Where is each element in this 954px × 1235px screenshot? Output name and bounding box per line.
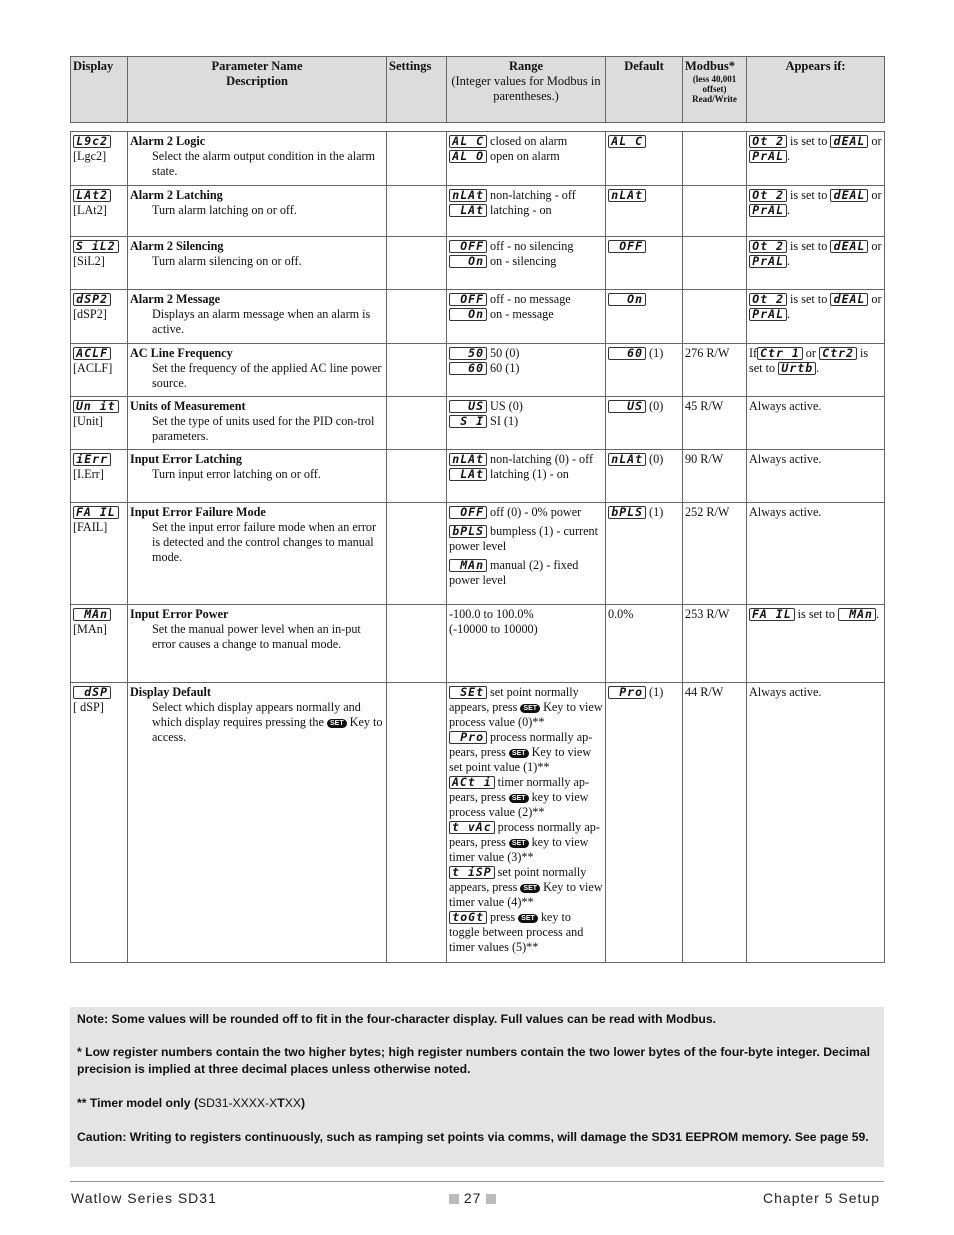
footer-right: Chapter 5 Setup (763, 1190, 880, 1206)
lcd-display: L9c2 (73, 135, 111, 148)
appears-text: is set to (790, 134, 828, 148)
table-row (71, 683, 885, 963)
settings-cell (387, 450, 447, 503)
range-text: off - no silencing (490, 239, 574, 253)
lcd-appears: Ot 2 (749, 293, 787, 306)
appears-text: Always active. (747, 503, 885, 605)
lcd-default: nLAt (608, 453, 646, 466)
param-code: [FAIL] (73, 520, 108, 534)
param-desc: Set the input error failure mode when an error is detected and the control changes to manual mode. (152, 520, 377, 564)
lcd-option: Pro (449, 731, 487, 744)
param-desc: Turn input error latching on or off. (152, 467, 321, 481)
param-code: [LAt2] (73, 203, 107, 217)
appears-text: . (787, 203, 791, 217)
lcd-option: toGt (449, 911, 487, 924)
lcd-range-2: LAt (449, 468, 487, 481)
param-name: Input Error Power (130, 607, 229, 621)
note-timer-model (77, 1095, 877, 1112)
param-desc: Set the manual power level when an in-put error causes a change to manual mode. (152, 622, 361, 651)
appears-text: is set to (790, 188, 828, 202)
option-text: timer normally ap-pears, press (449, 775, 590, 804)
range-text: US (0) (490, 399, 523, 413)
param-desc-a: Select which display appears normally and which display requires pressing the (152, 700, 361, 729)
note-registers: * Low register numbers contain the two higher bytes; high register numbers contain the two lower bytes of the four-byte integer. Decimal precision is implied at three decimal places unless otherwise noted. (77, 1045, 870, 1076)
param-desc (130, 700, 384, 745)
parameter-table (70, 56, 885, 963)
range-text: open on alarm (490, 149, 560, 163)
param-name: Alarm 2 Silencing (130, 239, 224, 253)
lcd-display: FA IL (73, 506, 119, 519)
appears-text: . (787, 254, 791, 268)
range-text: 50 (0) (490, 346, 520, 360)
col-appears: Appears if: (747, 57, 885, 123)
param-name: Input Error Failure Mode (130, 505, 266, 519)
modbus-cell (683, 290, 747, 344)
option-text: key to toggle between process and timer values (5)** (449, 910, 584, 954)
default-value: (1) (649, 685, 664, 699)
display-option (449, 775, 603, 820)
param-name: Display Default (130, 685, 211, 699)
lcd-display: MAn (73, 608, 111, 621)
param-code: [ dSP] (73, 700, 104, 714)
range-text: non-latching - off (490, 188, 576, 202)
settings-cell (387, 605, 447, 683)
table-row (71, 605, 885, 683)
param-desc: Set the frequency of the applied AC line power source. (152, 361, 382, 390)
default-value: (0) (649, 399, 664, 413)
note-timer-a: ** Timer model only ( (77, 1096, 198, 1110)
lcd-range-1: OFF (449, 240, 487, 253)
lcd-range-1: AL C (449, 135, 487, 148)
set-key-icon: SET (327, 719, 347, 728)
appears-text: Always active. (747, 450, 885, 503)
note-timer-b: SD31-XXXX-X (198, 1096, 278, 1110)
lcd-default: 60 (608, 347, 646, 360)
lcd-appears: Urtb (778, 362, 816, 375)
param-desc: Displays an alarm message when an alarm is active. (152, 307, 371, 336)
settings-cell (387, 344, 447, 397)
lcd-option: t vAc (449, 821, 495, 834)
range-text: on - message (490, 307, 554, 321)
lcd-default: AL C (608, 135, 646, 148)
display-option (449, 865, 603, 910)
range-text: non-latching (0) - off (490, 452, 594, 466)
col-default: Default (606, 57, 683, 123)
footer-left: Watlow Series SD31 (71, 1190, 217, 1206)
col-range (447, 57, 606, 123)
lcd-appears: dEAL (830, 189, 868, 202)
lcd-option: t iSP (449, 866, 495, 879)
lcd-display: iErr (73, 453, 111, 466)
modbus-cell: 253 R/W (683, 605, 747, 683)
lcd-display: ACLF (73, 347, 111, 360)
lcd-range-2: bPLS (449, 525, 487, 538)
appears-text: or (805, 346, 816, 360)
param-desc-b: Key to access. (152, 715, 383, 744)
lcd-range-3: MAn (449, 559, 487, 572)
appears-text: If (749, 346, 758, 360)
lcd-appears: PrAL (749, 255, 787, 268)
appears-text: . (787, 307, 791, 321)
param-code: [dSP2] (73, 307, 107, 321)
appears-text: is set to (790, 239, 828, 253)
set-key-icon: SET (520, 884, 540, 893)
option-text: Key to view set point value (1)** (449, 745, 592, 774)
range-text: 60 (1) (490, 361, 520, 375)
appears-text: . (787, 149, 791, 163)
range-text: off (0) - 0% power (490, 505, 582, 519)
param-code: [Lgc2] (73, 149, 107, 163)
lcd-default: On (608, 293, 646, 306)
footer-page (449, 1190, 496, 1206)
param-name: Alarm 2 Message (130, 292, 221, 306)
lcd-range-1: 50 (449, 347, 487, 360)
lcd-range-2: On (449, 255, 487, 268)
appears-text: . (875, 607, 880, 621)
col-modbus-label: Modbus* (685, 59, 736, 73)
appears-text: . (816, 361, 820, 375)
lcd-appears: dEAL (830, 135, 868, 148)
footer-rule (70, 1181, 884, 1182)
default-value: (1) (649, 346, 664, 360)
param-name: Input Error Latching (130, 452, 242, 466)
modbus-cell (683, 132, 747, 186)
lcd-range-2: AL O (449, 150, 487, 163)
col-modbus (683, 57, 747, 123)
param-name: Alarm 2 Latching (130, 188, 223, 202)
appears-text: is set to (797, 607, 835, 621)
modbus-cell: 45 R/W (683, 397, 747, 450)
lcd-appears: Ctr 1 (757, 347, 803, 360)
settings-cell (387, 397, 447, 450)
lcd-default: OFF (608, 240, 646, 253)
set-key-icon: SET (509, 794, 529, 803)
set-key-icon: SET (520, 704, 540, 713)
option-text: process normally ap-pears, press (449, 820, 600, 849)
range-text: manual (2) - fixed power level (449, 558, 579, 587)
lcd-display: LAt2 (73, 189, 111, 202)
settings-cell (387, 290, 447, 344)
set-key-icon: SET (509, 749, 529, 758)
param-code: [ACLF] (73, 361, 113, 375)
lcd-range-1: OFF (449, 506, 487, 519)
note-rounding: Note: Some values will be rounded off to fit in the four-character display. Full values can be read with Modbus. (77, 1012, 717, 1026)
param-desc: Set the type of units used for the PID con-trol parameters. (152, 414, 375, 443)
param-desc: Turn alarm latching on or off. (152, 203, 297, 217)
appears-text: Always active. (747, 683, 885, 963)
appears-text: or (871, 134, 882, 148)
modbus-cell: 252 R/W (683, 503, 747, 605)
col-range-label: Range (508, 59, 544, 73)
lcd-default: US (608, 400, 646, 413)
appears-text: or (871, 239, 882, 253)
option-text: key to view timer value (3)** (449, 835, 589, 864)
table-row (71, 450, 885, 503)
display-option (449, 910, 603, 955)
option-text: process normally ap-pears, press (449, 730, 593, 759)
table-row (71, 290, 885, 344)
lcd-default: nLAt (608, 189, 646, 202)
lcd-appears: dEAL (830, 293, 868, 306)
note-timer-c: T (277, 1096, 285, 1110)
table-row (71, 237, 885, 290)
lcd-display: dSP2 (73, 293, 111, 306)
param-desc: Select the alarm output condition in the alarm state. (152, 149, 376, 178)
settings-cell (387, 237, 447, 290)
lcd-range-2: S I (449, 415, 487, 428)
settings-cell (387, 503, 447, 605)
option-text: set point normally appears, press (449, 865, 587, 894)
square-icon (486, 1194, 496, 1204)
lcd-appears: Ctr2 (819, 347, 857, 360)
lcd-range-2: On (449, 308, 487, 321)
settings-cell (387, 132, 447, 186)
col-modbus-sub: (less 40,001 offset) (692, 74, 737, 94)
lcd-range-1: nLAt (449, 189, 487, 202)
appears-text: or (871, 292, 882, 306)
default-value: 0.0% (606, 605, 683, 683)
param-name: Alarm 2 Logic (130, 134, 206, 148)
lcd-appears: PrAL (749, 308, 787, 321)
display-option (449, 685, 603, 730)
lcd-default: Pro (608, 686, 646, 699)
note-timer-e: ) (300, 1096, 306, 1110)
modbus-cell: 44 R/W (683, 683, 747, 963)
lcd-appears: Ot 2 (749, 135, 787, 148)
range-text: -100.0 to 100.0% (449, 607, 534, 621)
param-code: [Unit] (73, 414, 103, 428)
note-timer-d: XX (284, 1096, 301, 1110)
range-text: (-10000 to 10000) (449, 622, 538, 636)
table-row (71, 132, 885, 186)
lcd-option: ACt i (449, 776, 495, 789)
col-modbus-rw: Read/Write (692, 94, 737, 104)
table-row (71, 503, 885, 605)
modbus-cell (683, 186, 747, 237)
set-key-icon: SET (509, 839, 529, 848)
lcd-appears: MAn (838, 608, 876, 621)
param-desc: Turn alarm silencing on or off. (152, 254, 302, 268)
appears-text: Always active. (747, 397, 885, 450)
range-text: on - silencing (490, 254, 557, 268)
table-row (71, 344, 885, 397)
col-param-name: Parameter Name (211, 59, 303, 73)
lcd-appears: Ot 2 (749, 240, 787, 253)
display-option (449, 730, 603, 775)
default-value: (1) (649, 505, 664, 519)
lcd-range-1: nLAt (449, 453, 487, 466)
col-parameter (128, 57, 387, 123)
note-caution: Caution: Writing to registers continuously, such as ramping set points via comms, will damage the SD31 EEPROM memory. See page 59. (77, 1130, 869, 1144)
param-name: Units of Measurement (130, 399, 246, 413)
modbus-cell: 90 R/W (683, 450, 747, 503)
lcd-appears: Ot 2 (749, 189, 787, 202)
lcd-appears: PrAL (749, 150, 787, 163)
spacer (71, 123, 885, 132)
settings-cell (387, 186, 447, 237)
settings-cell (387, 683, 447, 963)
range-text: closed on alarm (490, 134, 568, 148)
page-number: 27 (463, 1190, 482, 1206)
table-row (71, 186, 885, 237)
lcd-appears: dEAL (830, 240, 868, 253)
table-header (71, 57, 885, 123)
lcd-range-1: US (449, 400, 487, 413)
lcd-range-1: OFF (449, 293, 487, 306)
option-text: set point normally appears, press (449, 685, 579, 714)
option-text: Key to view process value (0)** (449, 700, 603, 729)
notes-box (70, 1007, 884, 1167)
display-option (449, 820, 603, 865)
appears-text: is set to (790, 292, 828, 306)
modbus-cell (683, 237, 747, 290)
col-settings: Settings (387, 57, 447, 123)
range-text: off - no message (490, 292, 571, 306)
col-param-desc: Description (226, 74, 288, 88)
lcd-default: bPLS (608, 506, 646, 519)
lcd-range-2: LAt (449, 204, 487, 217)
param-code: [I.Err] (73, 467, 104, 481)
col-range-sub: (Integer values for Modbus in parentheses.) (451, 74, 601, 103)
range-text: latching (1) - on (490, 467, 569, 481)
set-key-icon: SET (518, 914, 538, 923)
param-code: [SiL2] (73, 254, 105, 268)
option-text: press (490, 910, 516, 924)
square-icon (449, 1194, 459, 1204)
option-text: Key to view timer value (4)** (449, 880, 603, 909)
range-text: SI (1) (490, 414, 519, 428)
param-code: [MAn] (73, 622, 107, 636)
lcd-range-2: 60 (449, 362, 487, 375)
table-row (71, 397, 885, 450)
lcd-appears: PrAL (749, 204, 787, 217)
param-name: AC Line Frequency (130, 346, 233, 360)
option-text: key to view process value (2)** (449, 790, 589, 819)
lcd-appears: FA IL (749, 608, 795, 621)
modbus-cell: 276 R/W (683, 344, 747, 397)
lcd-display: dSP (73, 686, 111, 699)
appears-text: is set to (749, 346, 869, 375)
appears-text: or (871, 188, 882, 202)
lcd-option: SEt (449, 686, 487, 699)
col-display: Display (71, 57, 128, 123)
lcd-display: S iL2 (73, 240, 119, 253)
range-text: bumpless (1) - current power level (449, 524, 599, 553)
lcd-display: Un it (73, 400, 119, 413)
default-value: (0) (649, 452, 664, 466)
range-text: latching - on (490, 203, 552, 217)
